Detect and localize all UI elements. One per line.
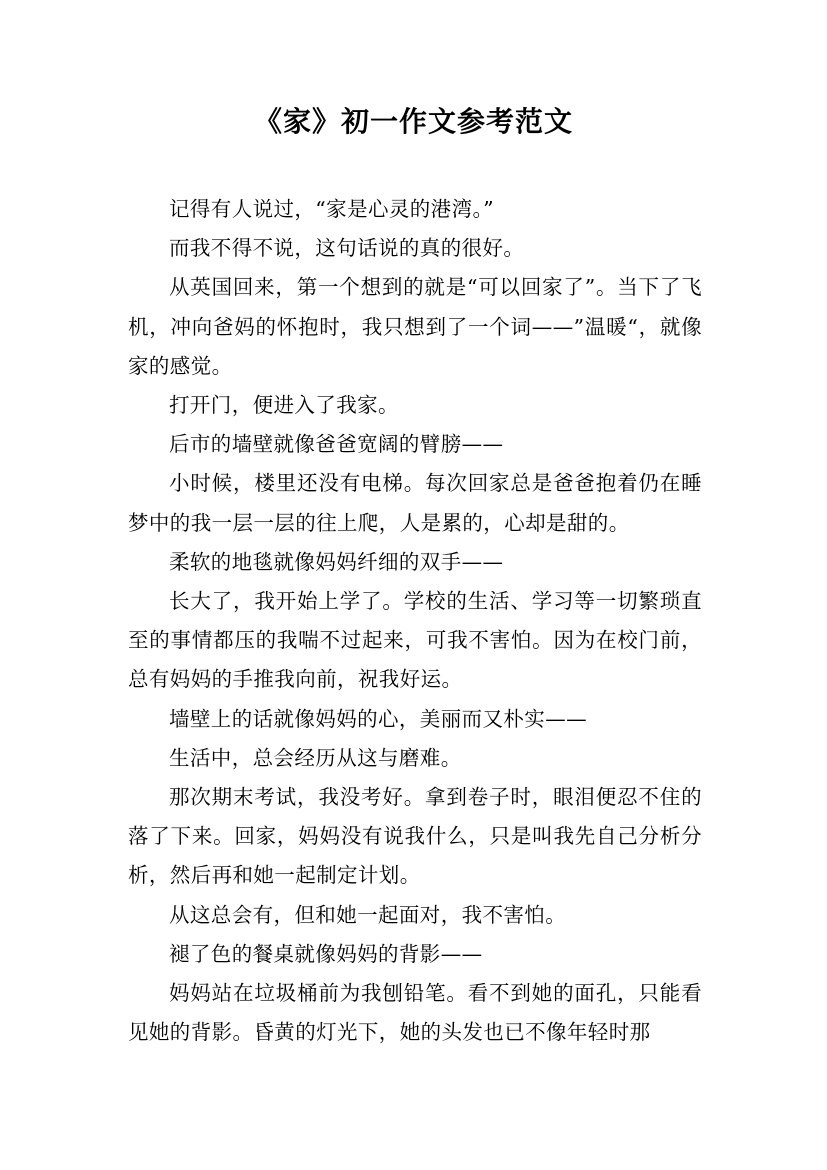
paragraph-14: 妈妈站在垃圾桶前为我刨铅笔。看不到她的面孔，只能看见她的背影。昏黄的灯光下，她的头发也已不像年轻时那: [128, 981, 702, 1045]
paragraph-8: 长大了，我开始上学了。学校的生活、学习等一切繁琐直至的事情都压的我喘不过起来，可我不害怕。因为在校门前，总有妈妈的手推我向前，祝我好运。: [128, 589, 702, 692]
document-title: 《家》初一作文参考范文: [253, 105, 573, 138]
paragraph-2: 而我不得不说，这句话说的真的很好。: [169, 236, 525, 261]
paragraph-5: 后市的墙壁就像爸爸宽阔的臂膀——: [169, 432, 504, 457]
paragraph-7: 柔软的地毯就像妈妈纤细的双手——: [169, 549, 504, 574]
paragraph-12: 从这总会有，但和她一起面对，我不害怕。: [169, 902, 567, 927]
paragraph-13: 褪了色的餐桌就像妈妈的背影——: [169, 941, 483, 966]
paragraph-6: 小时候，楼里还没有电梯。每次回家总是爸爸抱着仍在睡梦中的我一层一层的往上爬，人是累的，心却是甜的。: [128, 471, 702, 535]
document-body: [128, 190, 702, 1052]
paragraph-11: 那次期末考试，我没考好。拿到卷子时，眼泪便忍不住的落了下来。回家，妈妈没有说我什么，只是叫我先自己分析分析，然后再和她一起制定计划。: [128, 785, 702, 888]
paragraph-9: 墙壁上的话就像妈妈的心，美丽而又朴实——: [169, 706, 587, 731]
paragraph-1: 记得有人说过，“家是心灵的港湾。”: [169, 197, 495, 221]
paragraph-4: 打开门，便进入了我家。: [169, 393, 399, 418]
paragraph-3: 从英国回来，第一个想到的就是“可以回家了”。当下了飞机，冲向爸妈的怀抱时，我只想到了一个词——”温暖“，就像家的感觉。: [128, 275, 702, 378]
paragraph-10: 生活中，总会经历从这与磨难。: [169, 745, 462, 770]
